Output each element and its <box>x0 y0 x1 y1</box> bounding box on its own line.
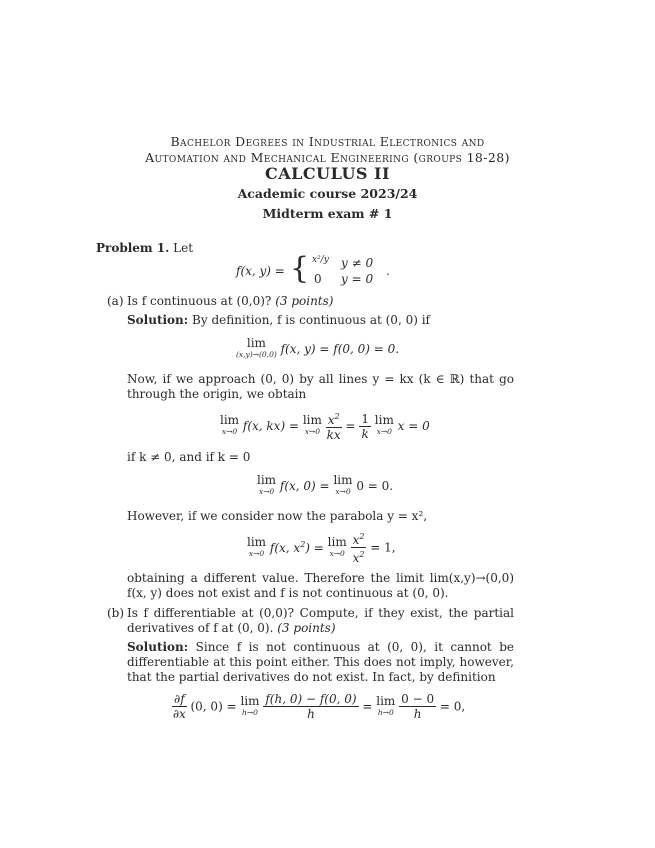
problem-intro: Let <box>173 241 194 255</box>
problem-label: Problem 1. <box>96 241 170 255</box>
part-a-question-line <box>127 294 333 309</box>
brace-icon: { <box>290 251 310 286</box>
part-a-solution-label: Solution: <box>127 313 189 327</box>
part-a-s2: Now, if we approach (0, 0) by all lines y = kx (k ∈ ℝ) that go through the origin, we obtain <box>127 372 514 401</box>
case1-value: x²/y <box>312 255 329 265</box>
part-b-label: (b) <box>107 606 125 620</box>
part-a-s1: By definition, f is continuous at (0, 0) if <box>192 313 430 327</box>
part-b-solution-label: Solution: <box>127 640 189 654</box>
header-line-1: Bachelor Degrees in Industrial Electronics and <box>170 134 485 149</box>
case2-value: 0 <box>314 272 322 286</box>
case1-condition: y ≠ 0 <box>341 256 374 270</box>
part-a-solution-line <box>127 313 430 328</box>
definition-lhs: f(x, y) = <box>236 264 285 278</box>
exam-title: Midterm exam # 1 <box>262 206 393 221</box>
eq1-rhs: f(x, y) = f(0, 0) = 0. <box>280 342 400 356</box>
part-a-label: (a) <box>107 294 124 308</box>
header-line-2: Automation and Mechanical Engineering (groups 18-28) <box>145 150 510 165</box>
parabola-limit-equation: lim x→0 f(x, $x^2) = \lim$ x→0 $\frac{x^2}{x^2}$ = 1, <box>247 532 396 565</box>
part-b-solution-block <box>127 640 514 685</box>
course-title: CALCULUS II <box>264 164 390 183</box>
limit-operator: lim (x,y)→(0,0) <box>236 336 277 359</box>
part-b-question-block <box>127 606 514 636</box>
academic-year: Academic course 2023/24 <box>237 186 418 201</box>
case2-condition: y = 0 <box>341 272 374 286</box>
lines-limit-equation: lim x→0 f(x, kx) = lim x→0 $\frac{x^2}{kx}$ = $\frac{1}{k}$ lim x→0 x = 0 <box>220 411 430 442</box>
part-b-question: Is f differentiable at (0,0)? Compute, if they exist, the partial derivatives of f at (0, 0). <box>127 606 514 635</box>
continuity-equation <box>236 337 399 361</box>
definition-period: . <box>386 264 390 278</box>
function-definition <box>236 251 396 288</box>
zero-slope-equation: lim x→0 f(x, 0) = lim x→0 0 = 0. <box>257 473 394 496</box>
problem-heading <box>96 241 193 256</box>
part-b-points: (3 points) <box>277 621 336 635</box>
part-a-s5: obtaining a different value. Therefore the limit lim(x,y)→(0,0) f(x, y) does not exist and f is not continuous at (0, 0). <box>127 571 514 600</box>
part-b-s1: Since f is not continuous at (0, 0), it cannot be differentiable at this point either. This does not imply, however, that the partial derivatives do not exist. In fact, by definition <box>127 640 514 684</box>
part-a-points: (3 points) <box>275 294 334 308</box>
part-a-question: Is f continuous at (0,0)? <box>127 294 272 308</box>
part-a-s4: However, if we consider now the parabola y = x², <box>127 509 428 523</box>
part-a-s3: if k ≠ 0, and if k = 0 <box>127 450 251 464</box>
partial-derivative-equation: $\frac{\partial f}{\partial x}$ (0, 0) = lim h→0 $\frac{f(h, 0) - f(0, 0)}{h}$ = lim h→0 $\frac{0 - 0}{h}$ = 0, <box>172 692 466 721</box>
